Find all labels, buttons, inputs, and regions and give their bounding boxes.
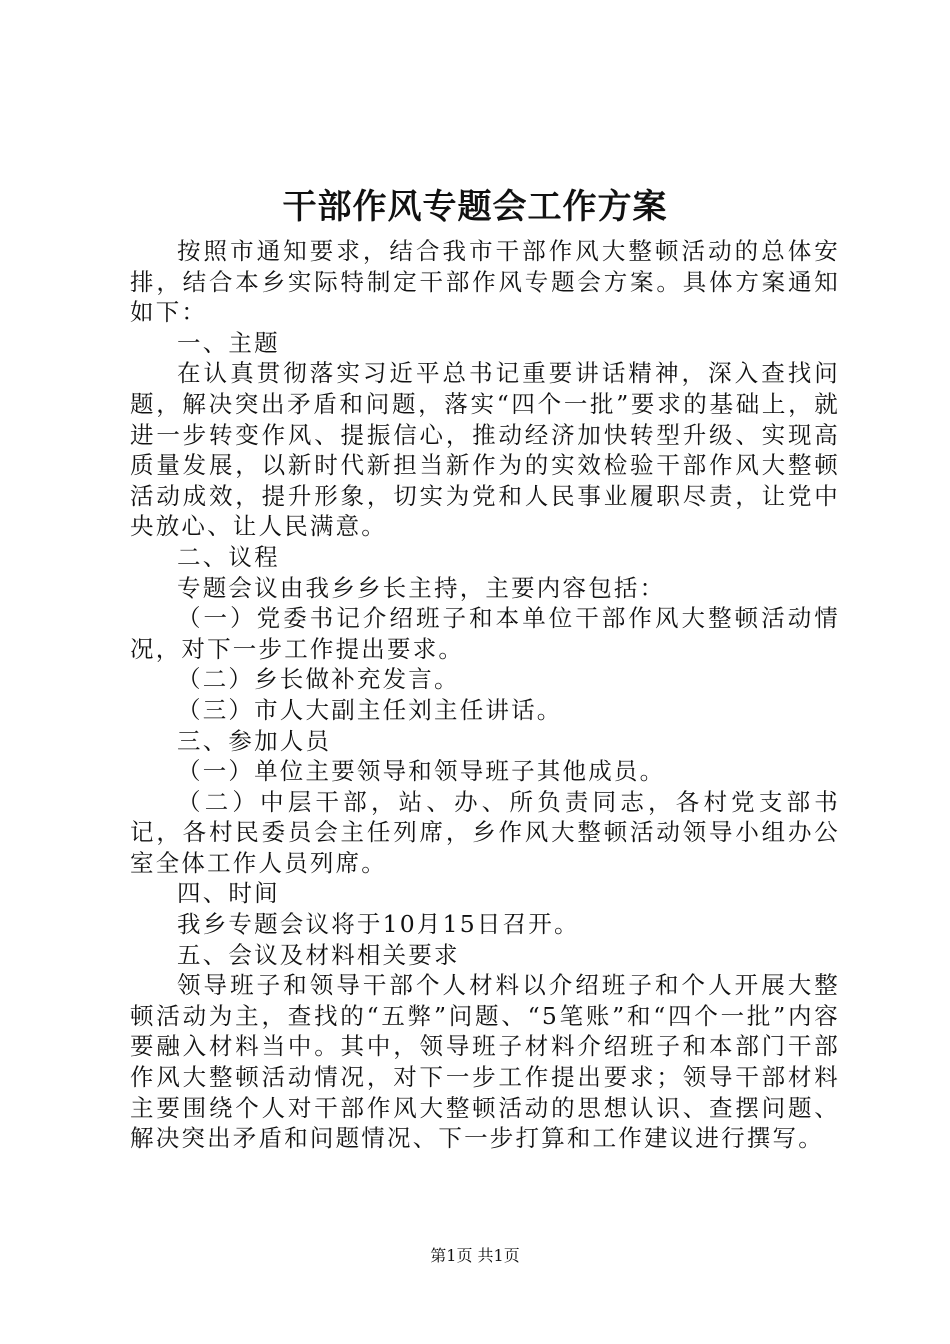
agenda-item-2: （二）乡长做补充发言。	[177, 665, 460, 694]
time-paragraph: 我乡专题会议将于10月15日召开。	[177, 910, 580, 939]
agenda-intro: 专题会议由我乡乡长主持，主要内容包括：	[177, 573, 666, 602]
theme-paragraph: 在认真贯彻落实习近平总书记重要讲话精神，深入查找问题，解决突出矛盾和问题，落实“四个一批”要求的基础上，就进一步转变作风、提振信心，推动经济加快转型升级、实现高质量发展，以新时代新担当新作为的实效检验干部作风大整顿活动成效，提升形象，切实为党和人民事业履职尽责，让党中央放心、让人民满意。	[130, 359, 840, 541]
requirements-paragraph: 领导班子和领导干部个人材料以介绍班子和个人开展大整顿活动为主，查找的“五弊”问题、“5笔账”和“四个一批”内容要融入材料当中。其中，领导班子材料介绍班子和本部门干部作风大整顿活动情况，对下一步工作提出要求；领导干部材料主要围绕个人对干部作风大整顿活动的思想认识、查摆问题、解决突出矛盾和问题情况、下一步打算和工作建议进行撰写。	[130, 971, 840, 1153]
intro-paragraph: 按照市通知要求，结合我市干部作风大整顿活动的总体安排，结合本乡实际特制定干部作风专题会方案。具体方案通知如下：	[130, 237, 840, 327]
agenda-item-1: （一）党委书记介绍班子和本单位干部作风大整顿活动情况，对下一步工作提出要求。	[130, 604, 840, 663]
participants-item-1: （一）单位主要领导和领导班子其他成员。	[177, 757, 666, 786]
section-heading-time: 四、时间	[177, 879, 280, 908]
participants-item-2: （二）中层干部，站、办、所负责同志，各村党支部书记，各村民委员会主任列席，乡作风大整顿活动领导小组办公室全体工作人员列席。	[130, 787, 840, 877]
section-heading-agenda: 二、议程	[177, 542, 280, 571]
section-heading-theme: 一、主题	[177, 328, 280, 357]
document-body	[130, 236, 840, 1154]
section-heading-requirements: 五、会议及材料相关要求	[177, 940, 460, 969]
section-heading-participants: 三、参加人员	[177, 726, 332, 755]
agenda-item-3: （三）市人大副主任刘主任讲话。	[177, 695, 563, 724]
document-title: 干部作风专题会工作方案	[282, 187, 668, 227]
page-footer: 第1页 共1页	[430, 1246, 520, 1265]
